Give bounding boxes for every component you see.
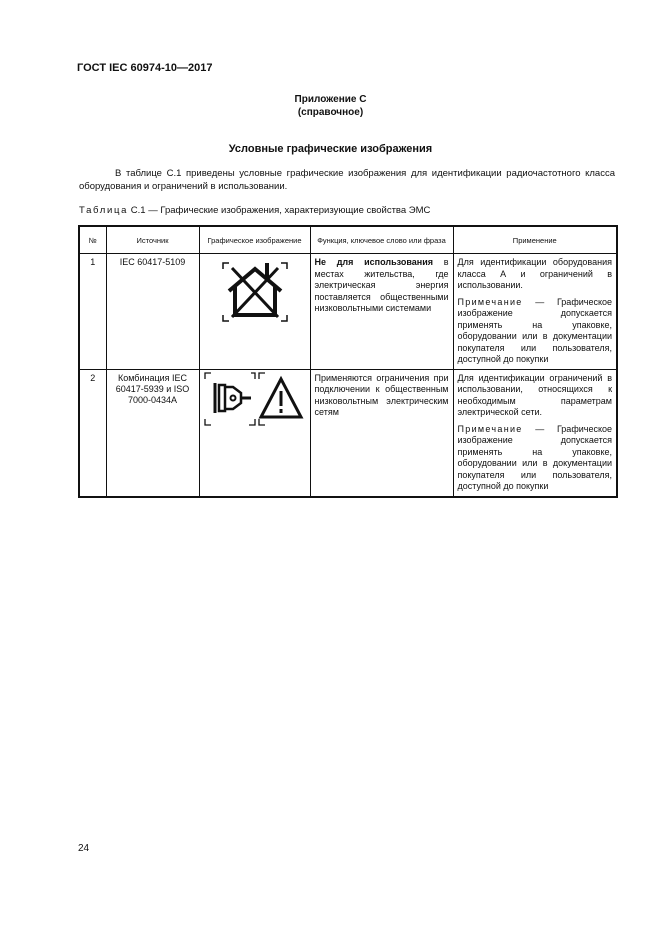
- col-header-source: Источник: [106, 226, 199, 254]
- col-header-function: Функция, ключевое слово или фраза: [310, 226, 453, 254]
- intro-paragraph: В таблице С.1 приведены условные графические изображения для идентификации радиочастотного класса оборудования и ограничений в использовании.: [79, 168, 615, 192]
- table-row: [79, 369, 617, 497]
- page-number: 24: [78, 843, 90, 854]
- table-caption: [79, 205, 430, 216]
- plug-warning-icon: [203, 371, 307, 427]
- appendix-heading: [0, 93, 661, 119]
- table-caption-text: С.1 — Графические изображения, характеризующие свойства ЭМС: [130, 205, 431, 216]
- row-symbol: [199, 254, 310, 370]
- symbols-table: [78, 225, 618, 498]
- house-crossed-icon: [215, 257, 295, 325]
- row-number: 1: [79, 254, 106, 370]
- document-header: ГОСТ IEC 60974-10—2017: [77, 62, 213, 74]
- appendix-subtitle: (справочное): [297, 107, 364, 118]
- application-text: Для идентификации ограничений в использовании, относящихся к необходимым параметрам электрической сети.: [457, 372, 612, 417]
- function-phrase: Применяются ограничения при подключении к общественным низковольтным электрическим сетям: [314, 372, 449, 417]
- col-header-application: Применение: [453, 226, 617, 254]
- row-application: [453, 369, 617, 497]
- note-label: Примечание: [457, 423, 523, 434]
- row-source: Комбинация IEC 60417-5939 и ISO 7000-0434A: [106, 369, 199, 497]
- application-note: [458, 297, 613, 366]
- note-text: — Графическое изображение допускается применять на упаковке, оборудовании или в документации покупателя или пользователя, доступной до покупки: [457, 296, 612, 364]
- application-text: Для идентификации оборудования класса А и ограничений в использовании.: [457, 257, 612, 290]
- row-number: 2: [79, 369, 106, 497]
- row-function: [310, 369, 453, 497]
- function-phrase: в местах жительства, где электрическая энергия поставляется общественными низковольтными системами: [314, 257, 449, 313]
- table-row: [79, 254, 617, 370]
- table-header-row: [79, 226, 617, 254]
- table-caption-label: Таблица: [79, 205, 129, 216]
- row-source: IEC 60417-5109: [106, 254, 199, 370]
- note-text: — Графическое изображение допускается применять на упаковке, оборудовании или в документации покупателя или пользователя, доступной до покупки: [457, 423, 612, 491]
- function-keyword: Не для использования: [314, 257, 433, 267]
- col-header-symbol: Графическое изображение: [199, 226, 310, 254]
- row-application: [453, 254, 617, 370]
- section-title: Условные графические изображения: [228, 143, 433, 155]
- appendix-title: Приложение С: [294, 94, 367, 105]
- col-header-number: №: [79, 226, 106, 254]
- row-function: [310, 254, 453, 370]
- row-symbol: [199, 369, 310, 497]
- application-note: [458, 424, 613, 493]
- note-label: Примечание: [457, 296, 523, 307]
